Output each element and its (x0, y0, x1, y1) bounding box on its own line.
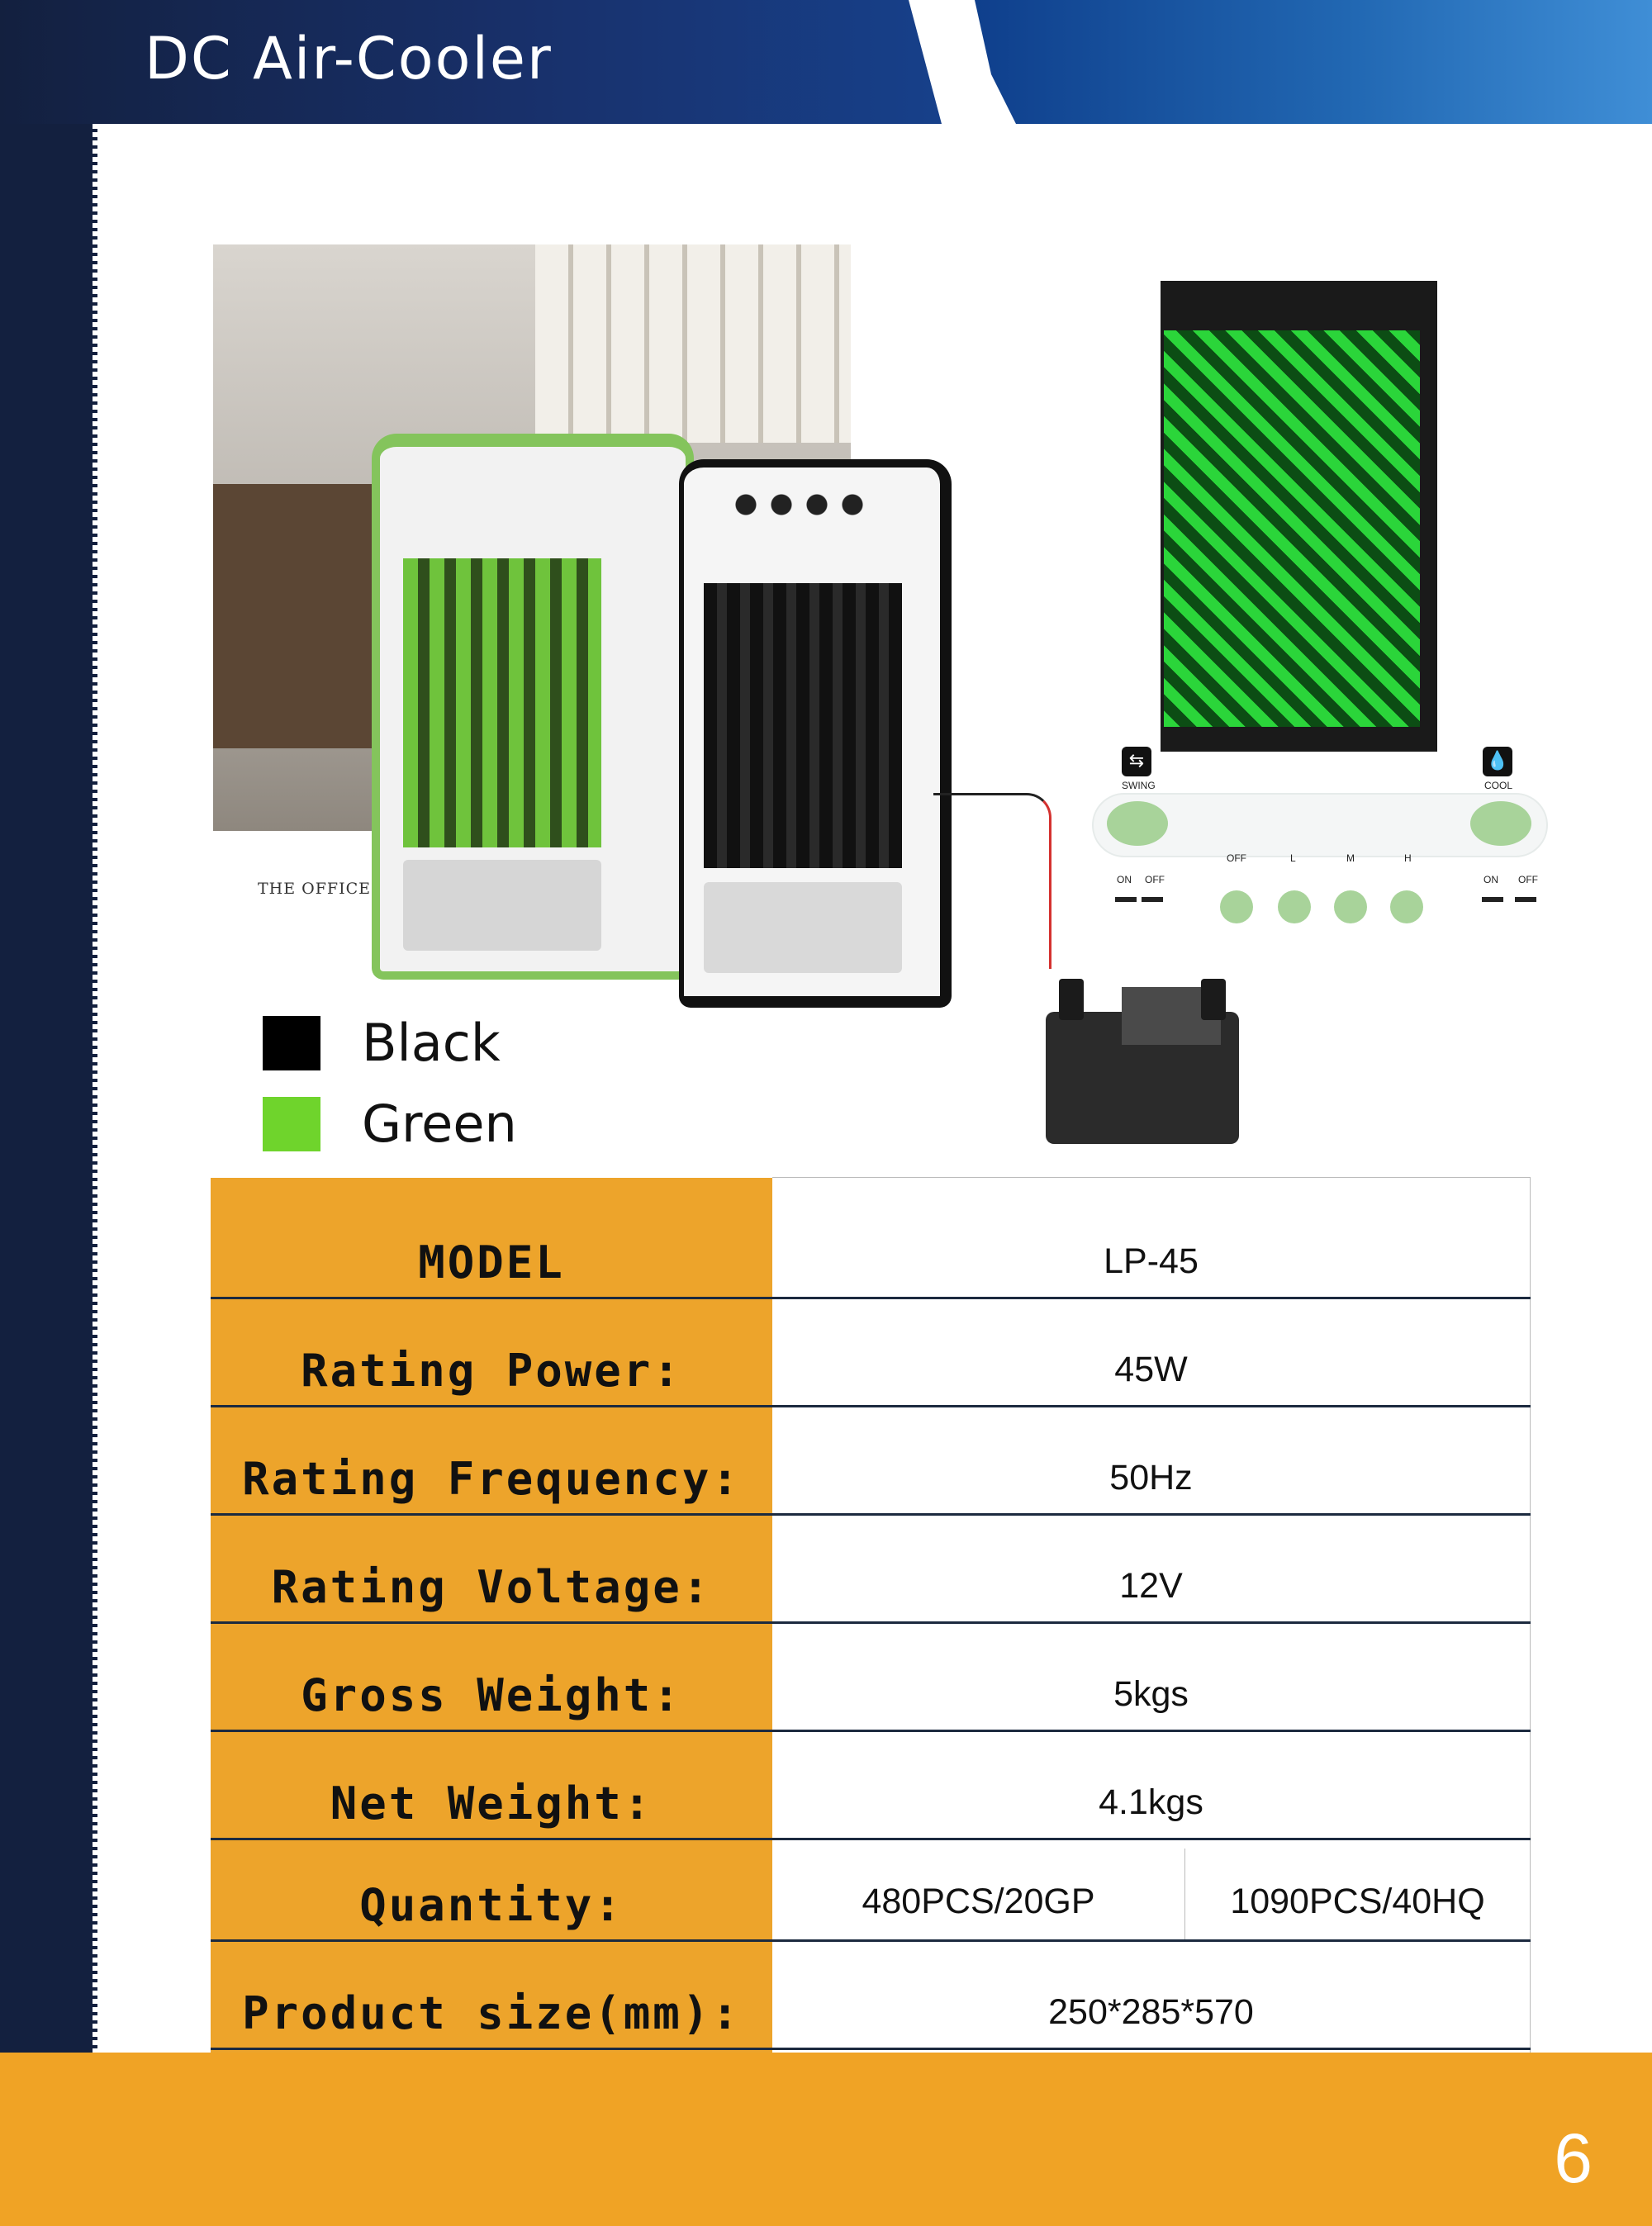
control-panel-image (1092, 742, 1546, 932)
speed-l-button (1278, 890, 1311, 923)
color-swatch (263, 1097, 320, 1151)
spec-label: Gross Weight: (211, 1623, 772, 1731)
quantity-split (772, 1840, 1530, 1939)
black-cooler-tank (704, 882, 902, 973)
swing-button (1107, 801, 1168, 846)
page-number: 6 (1554, 2119, 1593, 2197)
cool-switch-icon (1482, 897, 1503, 902)
office-caption: THE OFFICE (258, 880, 372, 898)
table-row (211, 1515, 1531, 1623)
spec-value: 50Hz (772, 1407, 1531, 1515)
footer-band (0, 2053, 1652, 2226)
swing-label: SWING (1122, 780, 1156, 791)
green-air-cooler-image (372, 434, 694, 980)
quantity-40hq: 1090PCS/40HQ (1230, 1881, 1485, 1921)
spec-value-split (772, 1839, 1531, 1941)
battery-terminal-right (1201, 979, 1226, 1020)
spec-value: 12V (772, 1515, 1531, 1623)
battery-cable (933, 793, 1051, 969)
black-air-cooler-image (679, 459, 952, 1008)
left-band-edge (93, 124, 97, 2053)
speed-l-label: L (1290, 852, 1296, 864)
header-right-band (975, 0, 1652, 124)
speed-off-label: OFF (1227, 852, 1246, 864)
color-label: Green (362, 1094, 517, 1154)
battery-image (1042, 971, 1242, 1146)
spec-label: Rating Voltage: (211, 1515, 772, 1623)
speed-m-button (1334, 890, 1367, 923)
color-label: Black (362, 1013, 501, 1073)
battery-terminal-left (1059, 979, 1084, 1020)
quantity-20gp: 480PCS/20GP (772, 1849, 1185, 1939)
desk-image (213, 484, 378, 748)
speed-h-button (1390, 890, 1423, 923)
table-row (211, 1941, 1531, 2049)
cool-label: COOL (1484, 780, 1513, 791)
speed-off-button (1220, 890, 1253, 923)
cool-off-label: OFF (1518, 874, 1538, 885)
table-row (211, 1839, 1531, 1941)
cool-button (1470, 801, 1531, 846)
cool-switch-icon (1515, 897, 1536, 902)
page-title: DC Air-Cooler (145, 25, 553, 93)
swing-off-label: OFF (1145, 874, 1165, 885)
speed-h-label: H (1404, 852, 1412, 864)
swing-switch-icon (1115, 897, 1137, 902)
bookshelf-image (535, 244, 851, 443)
left-band (0, 0, 97, 2053)
table-row (211, 1298, 1531, 1407)
spec-label: MODEL (211, 1178, 772, 1298)
color-swatch (263, 1016, 320, 1070)
spec-label: Rating Frequency: (211, 1407, 772, 1515)
swing-on-label: ON (1117, 874, 1132, 885)
swing-icon: ⇆ (1122, 747, 1151, 776)
spec-label: Product size(mm): (211, 1941, 772, 2049)
cool-icon: 💧 (1483, 747, 1512, 776)
spec-label: Rating Power: (211, 1298, 772, 1407)
table-row (211, 1731, 1531, 1839)
table-row (211, 1178, 1531, 1298)
table-row (211, 1407, 1531, 1515)
spec-value: LP-45 (772, 1178, 1531, 1298)
green-cooler-tank (403, 860, 601, 951)
cooling-pad-image (1161, 281, 1437, 752)
spec-value: 250*285*570 (772, 1941, 1531, 2049)
spec-value: 5kgs (772, 1623, 1531, 1731)
cool-on-label: ON (1483, 874, 1498, 885)
header (0, 0, 1652, 124)
black-cooler-knobs (733, 492, 874, 517)
spec-value: 4.1kgs (772, 1731, 1531, 1839)
cooling-pad-mesh (1164, 330, 1420, 727)
table-row (211, 1623, 1531, 1731)
speed-m-label: M (1346, 852, 1355, 864)
green-cooler-grille (403, 558, 601, 847)
spec-label: Net Weight: (211, 1731, 772, 1839)
spec-label: Quantity: (211, 1839, 772, 1941)
black-cooler-grille (704, 583, 902, 868)
swing-switch-icon (1142, 897, 1163, 902)
spec-value: 45W (772, 1298, 1531, 1407)
spec-table (211, 1177, 1531, 2157)
